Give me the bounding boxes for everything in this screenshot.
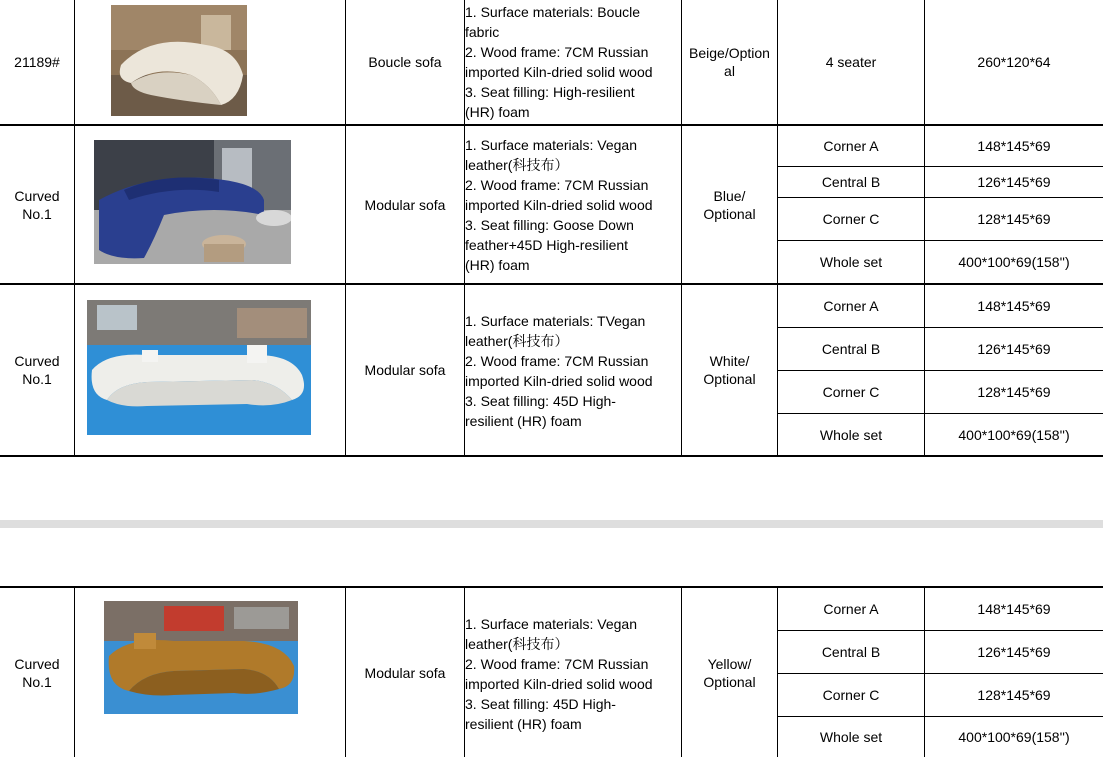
- product-color: Blue/ Optional: [703, 187, 756, 222]
- part-size: 128*145*69: [977, 687, 1051, 703]
- part-size: 128*145*69: [977, 211, 1051, 227]
- grid-line: [924, 0, 925, 456]
- grid-line: [778, 197, 1103, 198]
- product-code: 21189#: [14, 54, 60, 70]
- part-name: Whole set: [819, 729, 883, 745]
- product-category: Modular sofa: [364, 196, 446, 213]
- grid-line: [777, 0, 778, 456]
- part-size: 148*145*69: [977, 601, 1051, 617]
- part-name: Corner C: [822, 687, 880, 703]
- product-color: White/ Optional: [703, 353, 756, 387]
- grid-line: [681, 586, 682, 757]
- grid-line: [778, 630, 1103, 631]
- part-size: 148*145*69: [977, 138, 1051, 154]
- part-size: 128*145*69: [977, 384, 1051, 400]
- part-name: Corner C: [822, 211, 880, 227]
- product-code: Curved No.1: [14, 655, 60, 690]
- product-description: 1. Surface materials: Vegan leather(科技布） 2. Wood frame: 7CM Russian imported Kiln-dried solid wood 3. Seat filling: 45D High- resilient (HR) foam: [465, 616, 653, 732]
- grid-line: [778, 370, 1103, 371]
- product-code: Curved No.1: [14, 353, 60, 387]
- part-size: 400*100*69(158''): [958, 426, 1070, 443]
- grid-line: [345, 0, 346, 456]
- page-separator: [0, 520, 1103, 528]
- grid-line: [0, 455, 1103, 457]
- grid-line: [778, 166, 1103, 167]
- part-name: Corner A: [823, 601, 879, 617]
- part-name: Corner C: [822, 384, 880, 400]
- part-size: 126*145*69: [977, 644, 1051, 660]
- part-size: 126*145*69: [977, 341, 1051, 357]
- part-size: 126*145*69: [977, 174, 1051, 190]
- grid-line: [924, 586, 925, 757]
- product-photo-beige-sofa: [111, 5, 247, 116]
- part-size: 400*100*69(158''): [958, 254, 1070, 270]
- grid-line: [464, 0, 465, 456]
- grid-line: [778, 673, 1103, 674]
- size-label: 4 seater: [825, 54, 877, 70]
- grid-line: [777, 586, 778, 757]
- product-color: Yellow/ Optional: [703, 655, 756, 690]
- product-category: Modular sofa: [364, 664, 446, 681]
- part-name: Central B: [821, 644, 881, 660]
- grid-line: [778, 413, 1103, 414]
- grid-line: [0, 283, 1103, 285]
- part-name: Whole set: [819, 426, 883, 443]
- product-category: Modular sofa: [364, 362, 446, 378]
- product-color: Beige/Option al: [689, 45, 770, 79]
- grid-line: [464, 586, 465, 757]
- grid-line: [0, 586, 1103, 588]
- grid-line: [0, 124, 1103, 126]
- product-photo-white-sofa: [87, 300, 311, 435]
- part-size: 400*100*69(158''): [958, 729, 1070, 745]
- product-category: Boucle sofa: [368, 54, 442, 70]
- product-description: 1. Surface materials: Boucle fabric 2. Wood frame: 7CM Russian imported Kiln-dried solid wood 3. Seat filling: High-resilient (HR) foam: [465, 4, 653, 120]
- grid-line: [74, 0, 75, 456]
- grid-line: [778, 240, 1103, 241]
- grid-line: [681, 0, 682, 456]
- grid-line: [778, 327, 1103, 328]
- part-name: Corner A: [823, 138, 879, 154]
- part-name: Corner A: [823, 298, 879, 314]
- product-description: 1. Surface materials: Vegan leather(科技布） 2. Wood frame: 7CM Russian imported Kiln-dried solid wood 3. Seat filling: Goose Down feather+45D High-resilient (HR) foam: [465, 137, 653, 273]
- grid-line: [778, 716, 1103, 717]
- grid-line: [74, 586, 75, 757]
- grid-line: [345, 586, 346, 757]
- product-description: 1. Surface materials: TVegan leather(科技布） 2. Wood frame: 7CM Russian imported Kiln-dried solid wood 3. Seat filling: 45D High- resilient (HR) foam: [465, 313, 653, 429]
- part-size: 148*145*69: [977, 298, 1051, 314]
- part-name: Whole set: [819, 254, 883, 270]
- product-code: Curved No.1: [14, 187, 60, 222]
- part-name: Central B: [821, 174, 881, 190]
- part-name: Central B: [821, 341, 881, 357]
- product-photo-blue-sofa: [94, 140, 291, 264]
- size-dimension: 260*120*64: [977, 54, 1051, 70]
- product-photo-yellow-sofa: [104, 601, 298, 714]
